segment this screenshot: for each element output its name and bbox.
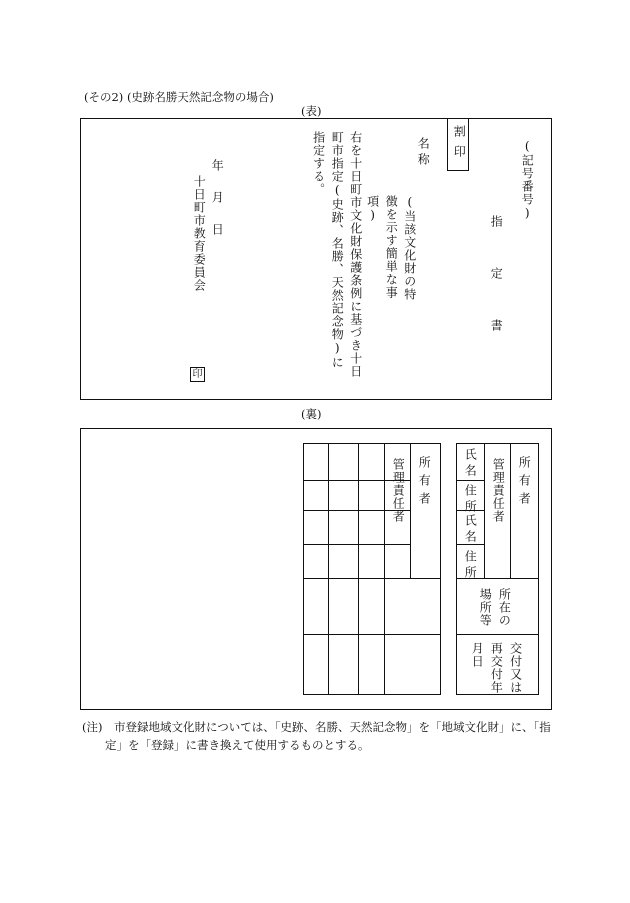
owner-address-label: 住所 (463, 484, 478, 516)
designation-statement: 右を十日町市文化財保護条例に基づき十日町市指定(史跡、名勝、天然記念物)に指定する。 (311, 131, 363, 378)
footnote: (注) 市登録地域文化財については、「史跡、名勝、天然記念物」を「地域文化財」に、「指定」を「登録」に書き換えて使用するものとする。 (82, 720, 551, 753)
manager-name-label: 氏名 (463, 514, 478, 546)
location-header: 所在の場所等 (478, 588, 512, 627)
manager-header: 管理責任者 (391, 458, 406, 523)
front-certificate (80, 118, 552, 400)
form-heading: (その2) (史跡名勝天然記念物の場合) (84, 90, 274, 104)
owner-header: 所有者 (517, 456, 532, 510)
manager-header: 管理責任者 (491, 458, 506, 523)
record-number: (記号番号) (520, 139, 535, 221)
split-seal-box: 割印 (447, 119, 469, 171)
manager-address-label: 住所 (463, 550, 478, 582)
certificate-title: 指 定 書 (489, 215, 504, 345)
issuer-name: 十日町市教育委員会 (192, 175, 207, 292)
name-description-note: (当該文化財の特徴を示す簡単な事項) (365, 195, 417, 301)
owner-name-label: 氏名 (463, 448, 478, 480)
issue-date-header: 交付又は再交付年月日 (470, 642, 523, 694)
name-label: 名称 (416, 137, 431, 169)
front-side-label: (表) (301, 104, 322, 118)
back-certificate (80, 428, 552, 710)
official-stamp: 印 (190, 367, 205, 382)
issuance-table (456, 443, 539, 695)
issue-date: 年 月 日 (210, 159, 225, 239)
change-history-table (303, 443, 441, 695)
owner-header: 所有者 (417, 456, 432, 510)
back-side-label: (裏) (301, 407, 322, 421)
